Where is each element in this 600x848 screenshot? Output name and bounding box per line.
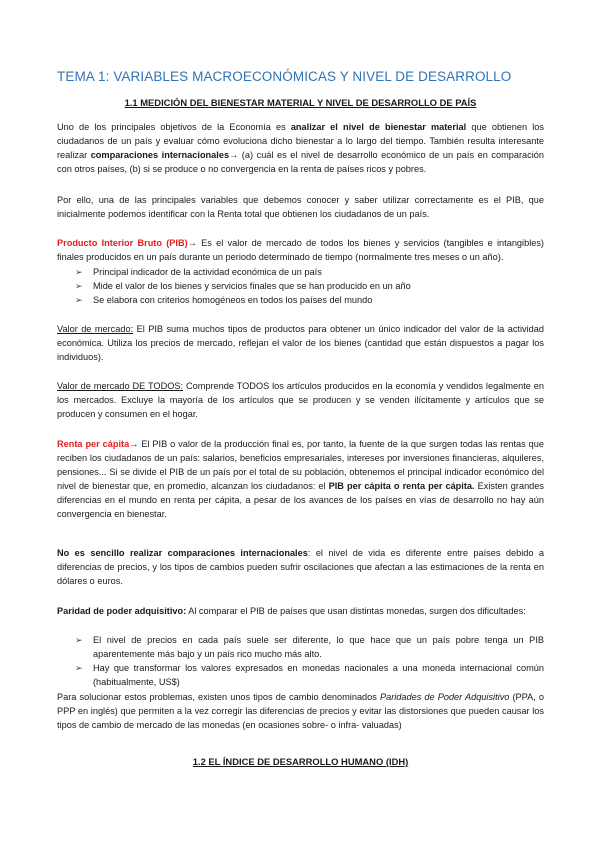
renta-term: Renta per cápita bbox=[57, 439, 130, 449]
paragraph-intro bbox=[57, 120, 544, 176]
list-item bbox=[75, 661, 544, 689]
text: → (a) cuál es el nivel de desarrollo económico de un país en comparación con otros países, (b) si se produce o no convergencia en la renta de países ricos y pobres. bbox=[57, 150, 544, 174]
text: : el nivel de vida es diferente entre países debido a diferencias de precios, y los tipos de cambios pueden sufrir oscilaciones que afectan a las estimaciones de la renta en dólares o euros. bbox=[57, 548, 544, 586]
paragraph-valor-mercado bbox=[57, 322, 544, 364]
list-item bbox=[75, 293, 544, 307]
arrow-bullet-icon: ➢ bbox=[75, 281, 83, 291]
text: que obtienen los ciudadanos de un país y evaluar cómo evoluciona dicho bienestar a lo largo del tiempo. También resulta interesante realizar bbox=[57, 122, 544, 160]
paridad-term: Paridad de poder adquisitivo: bbox=[57, 606, 187, 616]
paragraph-renta-per-capita bbox=[57, 437, 544, 521]
pib-text: → Es el valor de mercado de todos los bienes y servicios (tangibles e intangibles) finales producidos en un país durante un periodo determinado de tiempo (normalmente tres meses o un año). bbox=[57, 238, 544, 262]
list-item-text: Hay que transformar los valores expresados en monedas nacionales a una moneda internacional común (habitualmente, US$) bbox=[93, 663, 544, 687]
text: Existen grandes diferencias en el mundo en renta per cápita, a pesar de los avances de los países en vías de desarrollo no hay aún convergencia en bienestar. bbox=[57, 481, 544, 519]
pib-bullet-list bbox=[75, 265, 544, 307]
bold-text: comparaciones internacionales bbox=[90, 150, 230, 160]
list-item-text: Se elabora con criterios homogéneos en todos los países del mundo bbox=[93, 295, 373, 305]
bold-text: PIB per cápita o renta per cápita. bbox=[328, 481, 475, 491]
text: → El PIB o valor de la producción final es, por tanto, la fuente de la que surgen todas las rentas que reciben los ciudadanos de un país: salarios, beneficios empresariales, intereses por inversiones financieras, alquileres, pensiones... Si se divide el PIB de un país por el total de su población, obtenemos el principal indicador económico del nivel de bienestar que, en promedio, alcanzan los ciudadanos: el bbox=[57, 439, 544, 491]
bold-text: analizar el nivel de bienestar material bbox=[290, 122, 467, 132]
arrow-bullet-icon: ➢ bbox=[75, 267, 83, 277]
section-heading-2: 1.2 EL ÍNDICE DE DESARROLLO HUMANO (IDH) bbox=[192, 756, 409, 767]
list-item bbox=[75, 279, 544, 293]
pib-term: Producto Interior Bruto (PIB) bbox=[57, 238, 188, 248]
text: Al comparar el PIB de países que usan distintas monedas, surgen dos dificultades: bbox=[186, 606, 526, 616]
valor-todos-term: Valor de mercado DE TODOS: bbox=[57, 381, 184, 391]
list-item-text: El nivel de precios en cada país suele ser diferente, lo que hace que un país pobre tenga un PIB aparentemente más bajo y un país rico mucho más alto. bbox=[93, 635, 544, 659]
paragraph-pib-definition bbox=[57, 236, 544, 264]
paridad-bullet-list bbox=[75, 633, 544, 689]
valor-mercado-term: Valor de mercado: bbox=[57, 324, 134, 334]
arrow-bullet-icon: ➢ bbox=[75, 635, 83, 645]
paragraph-paridad bbox=[57, 604, 544, 618]
paragraph-valor-todos bbox=[57, 379, 544, 421]
text: Uno de los principales objetivos de la Economía es bbox=[57, 122, 291, 132]
section-heading-1: 1.1 MEDICIÓN DEL BIENESTAR MATERIAL Y NIVEL DE DESARROLLO DE PAÍS bbox=[124, 97, 477, 108]
text: Para solucionar estos problemas, existen unos tipos de cambio denominados bbox=[57, 692, 380, 702]
list-item bbox=[75, 265, 544, 279]
text: (PPA, o PPP en inglés) que permiten a la vez corregir las diferencias de precios y evitar las distorsiones que pueden causar los tipos de cambio de mercado de las monedas (en ocasiones sobre- o infra- valuadas) bbox=[57, 692, 544, 730]
list-item-text: Principal indicador de la actividad económica de un país bbox=[93, 267, 322, 277]
arrow-bullet-icon: ➢ bbox=[75, 663, 83, 673]
paragraph-pib-intro: Por ello, una de las principales variables que debemos conocer y saber utilizar correctamente es el PIB, que inicialmente podemos identificar con la Renta total que obtienen los ciudadanos de un país. bbox=[57, 195, 544, 219]
document-title: TEMA 1: VARIABLES MACROECONÓMICAS Y NIVEL DE DESARROLLO bbox=[57, 69, 512, 84]
list-item-text: Mide el valor de los bienes y servicios finales que se han producido en un año bbox=[93, 281, 411, 291]
italic-text: Paridades de Poder Adquisitivo bbox=[379, 692, 510, 702]
valor-mercado-text: El PIB suma muchos tipos de productos para obtener un único indicador del valor de la actividad económica. Utiliza los precios de mercado, reflejan el valor de los bienes (cantidad que están dispuestos a pagar los individuos). bbox=[57, 324, 544, 362]
valor-todos-text: Comprende TODOS los artículos producidos en la economía y vendidos legalmente en los mercados. Excluye la mayoría de los artículos que se producen y se venden ilícitamente y artículos que se producen y consumen en el hogar. bbox=[57, 381, 545, 419]
paragraph-ppa bbox=[57, 690, 544, 732]
paragraph-comparaciones bbox=[57, 546, 544, 588]
list-item bbox=[75, 633, 544, 661]
comparaciones-term: No es sencillo realizar comparaciones internacionales bbox=[57, 548, 308, 558]
arrow-bullet-icon: ➢ bbox=[75, 295, 83, 305]
